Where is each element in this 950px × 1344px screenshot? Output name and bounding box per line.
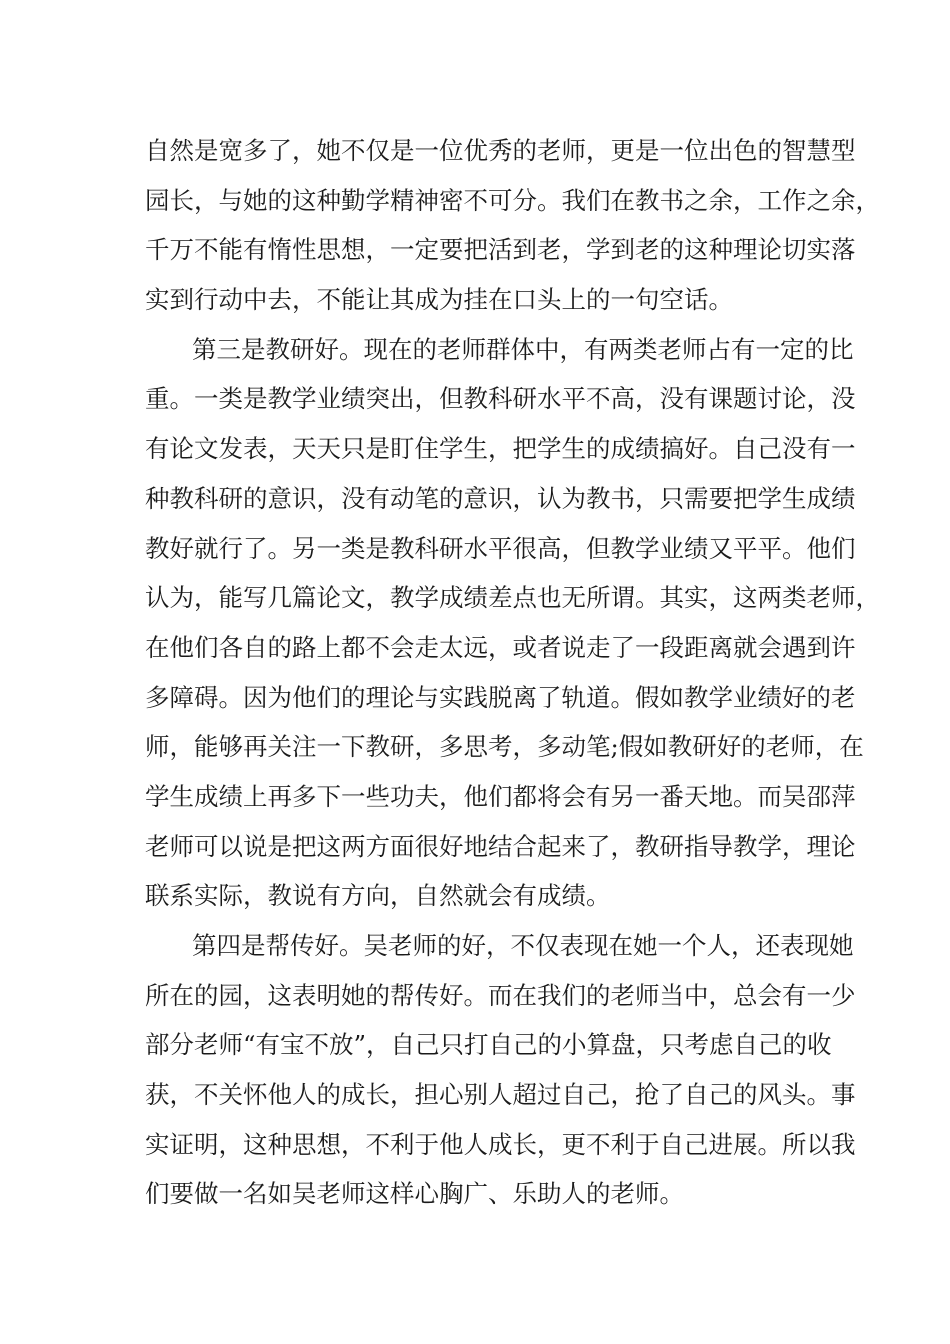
text-line: 多障碍。因为他们的理论与实践脱离了轨道。假如教学业绩好的老 xyxy=(145,682,856,712)
paragraph-start-line: 第三是教研好。现在的老师群体中，有两类老师占有一定的比 xyxy=(192,334,854,364)
text-line: 种教科研的意识，没有动笔的意识，认为教书，只需要把学生成绩 xyxy=(145,483,856,513)
text-line: 老师可以说是把这两方面很好地结合起来了，教研指导教学，理论 xyxy=(145,831,856,861)
text-line: 实到行动中去，不能让其成为挂在口头上的一句空话。 xyxy=(145,285,733,315)
text-line: 认为，能写几篇论文，教学成绩差点也无所谓。其实，这两类老师， xyxy=(145,583,880,613)
text-line: 园长，与她的这种勤学精神密不可分。我们在教书之余，工作之余， xyxy=(145,185,880,215)
document-body xyxy=(145,126,880,1219)
text-line: 联系实际，教说有方向，自然就会有成绩。 xyxy=(145,881,611,911)
text-line: 部分老师“有宝不放”，自己只打自己的小算盘，只考虑自己的收 xyxy=(145,1030,832,1060)
text-line: 千万不能有惰性思想，一定要把活到老，学到老的这种理论切实落 xyxy=(145,235,856,265)
text-line: 自然是宽多了，她不仅是一位优秀的老师，更是一位出色的智慧型 xyxy=(145,136,856,165)
text-line: 师，能够再关注一下教研，多思考，多动笔;假如教研好的老师，在 xyxy=(145,732,864,762)
text-line: 教好就行了。另一类是教科研水平很高，但教学业绩又平平。他们 xyxy=(145,533,856,563)
text-line: 实证明，这种思想，不利于他人成长，更不利于自己进展。所以我 xyxy=(145,1129,856,1159)
text-line: 有论文发表，天天只是盯住学生，把学生的成绩搞好。自己没有一 xyxy=(145,434,856,464)
text-line: 重。一类是教学业绩突出，但教科研水平不高，没有课题讨论，没 xyxy=(145,384,856,414)
text-line: 们要做一名如吴老师这样心胸广、乐助人的老师。 xyxy=(145,1179,684,1209)
text-line: 所在的园，这表明她的帮传好。而在我们的老师当中，总会有一少 xyxy=(145,980,856,1010)
text-line: 在他们各自的路上都不会走太远，或者说走了一段距离就会遇到许 xyxy=(145,632,856,662)
text-line: 获，不关怀他人的成长，担心别人超过自己，抢了自己的风头。事 xyxy=(145,1080,856,1110)
paragraph-start-line: 第四是帮传好。吴老师的好，不仅表现在她一个人，还表现她 xyxy=(192,931,854,960)
text-line: 学生成绩上再多下一些功夫，他们都将会有另一番天地。而吴邵萍 xyxy=(145,781,856,811)
